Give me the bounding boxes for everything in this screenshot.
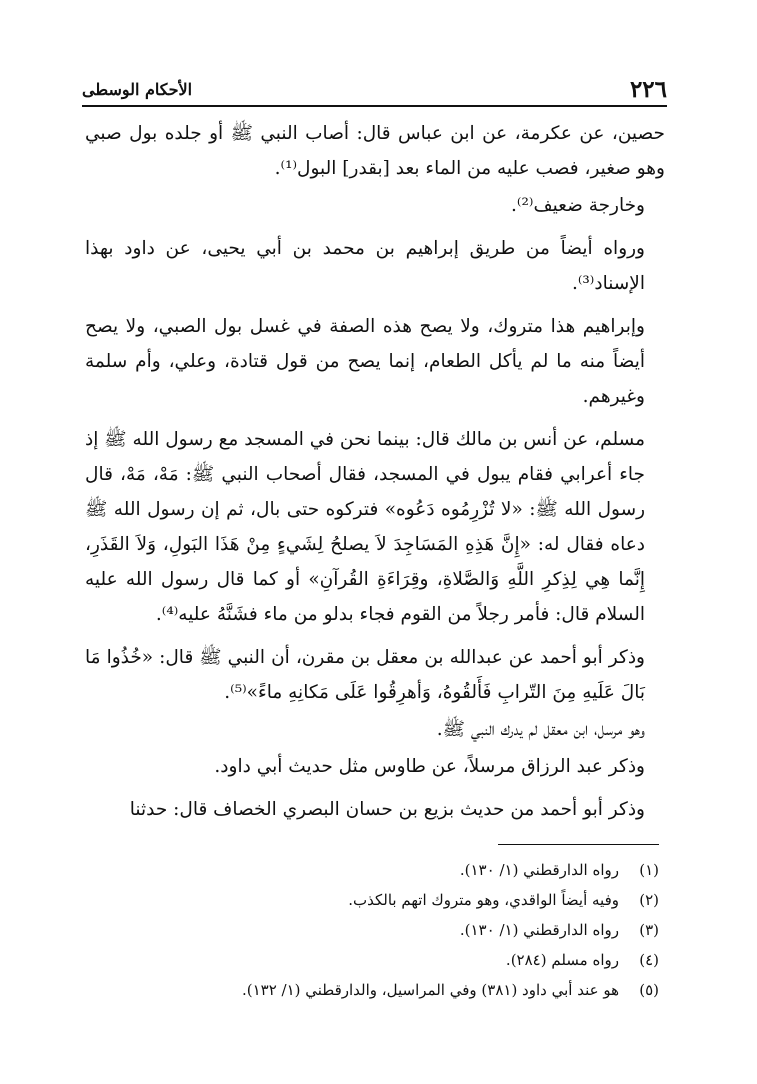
- footnote-divider: [498, 844, 659, 845]
- footnote-number: (٥): [639, 981, 659, 999]
- footnote-number: (٢): [639, 891, 659, 909]
- footnote-text: رواه الدارقطني (١/ ١٣٠).: [459, 861, 619, 879]
- footnote-number: (٣): [639, 921, 659, 939]
- paragraph: حصين، عن عكرمة، عن ابن عباس قال: أصاب النبي ﷺ أو جلده بول صبي وهو صغير، فصب عليه من الماء بعد [بقدر] البول⁽¹⁾.: [85, 123, 665, 179]
- footnote: [120, 975, 659, 1005]
- footnote-number: (١): [639, 861, 659, 879]
- page-header: [82, 74, 667, 104]
- paragraph: مسلم، عن أنس بن مالك قال: بينما نحن في المسجد مع رسول الله ﷺ إذ جاء أعرابي فقام يبول في المسجد، فقال أصحاب النبي ﷺ: مَهْ، مَهْ، قال رسول الله ﷺ: «لا تُزْرِمُوه دَعُوه» فتركوه حتى بال، ثم إن رسول الله ﷺ دعاه فقال له: «إِنَّ هَذِهِ المَسَاجِدَ لاَ يصلحُ لِشَيءٍ مِنْ هَذَا البَولِ، وَلاَ القَذَرِ، إِنَّما هِي لِذِكرِ اللَّهِ وَالصَّلاةِ، وقِرَاءَةِ القُرآنِ» أو كما قال رسول الله عليه السلام قال: فأمر رجلاً من القوم فجاء بدلو من ماء فشَنَّهُ عليه⁽⁴⁾.: [85, 429, 645, 625]
- running-title: الأحكام الوسطى: [82, 79, 193, 99]
- header-divider: [82, 105, 667, 107]
- footnotes: [120, 855, 659, 1005]
- footnote-text: وفيه أيضاً الواقدي، وهو متروك اتهم بالكذب.: [348, 891, 619, 909]
- footnote: [120, 915, 659, 945]
- paragraph: ورواه أيضاً من طريق إبراهيم بن محمد بن أبي يحيى، عن داود بهذا الإسناد⁽³⁾.: [85, 238, 645, 294]
- paragraph: وهو مرسل، ابن معقل لم يدرك النبي ﷺ.: [436, 719, 645, 740]
- footnote: [120, 945, 659, 975]
- paragraph: وذكر أبو أحمد من حديث بزيع بن حسان البصري الخصاف قال: حدثنا: [129, 799, 645, 820]
- footnote-number: (٤): [639, 951, 659, 969]
- paragraph: وخارجة ضعيف⁽²⁾.: [511, 195, 645, 216]
- main-text: [85, 116, 665, 835]
- paragraph: وذكر أبو أحمد عن عبدالله بن معقل بن مقرن، أن النبي ﷺ قال: «خُذُوا مَا بَالَ عَلَيهِ مِنَ التّرابِ فَأَلقُوهُ، وَأهرِقُوا عَلَى مَكانِهِ ماءً»⁽⁵⁾.: [85, 647, 645, 703]
- footnote: [120, 855, 659, 885]
- footnote: [120, 885, 659, 915]
- footnote-text: هو عند أبي داود (٣٨١) وفي المراسيل، والدارقطني (١/ ١٣٢).: [241, 981, 619, 999]
- footnote-text: رواه مسلم (٢٨٤).: [505, 951, 619, 969]
- page-number: ٢٢٦: [629, 75, 667, 103]
- paragraph: وإبراهيم هذا متروك، ولا يصح هذه الصفة في غسل بول الصبي، ولا يصح أيضاً منه ما لم يأكل الطعام، إنما يصح من قول قتادة، وعلي، وأم سلمة وغيرهم.: [85, 316, 645, 407]
- paragraph: وذكر عبد الرزاق مرسلاً، عن طاوس مثل حديث أبي داود.: [214, 756, 645, 777]
- footnote-text: رواه الدارقطني (١/ ١٣٠).: [459, 921, 619, 939]
